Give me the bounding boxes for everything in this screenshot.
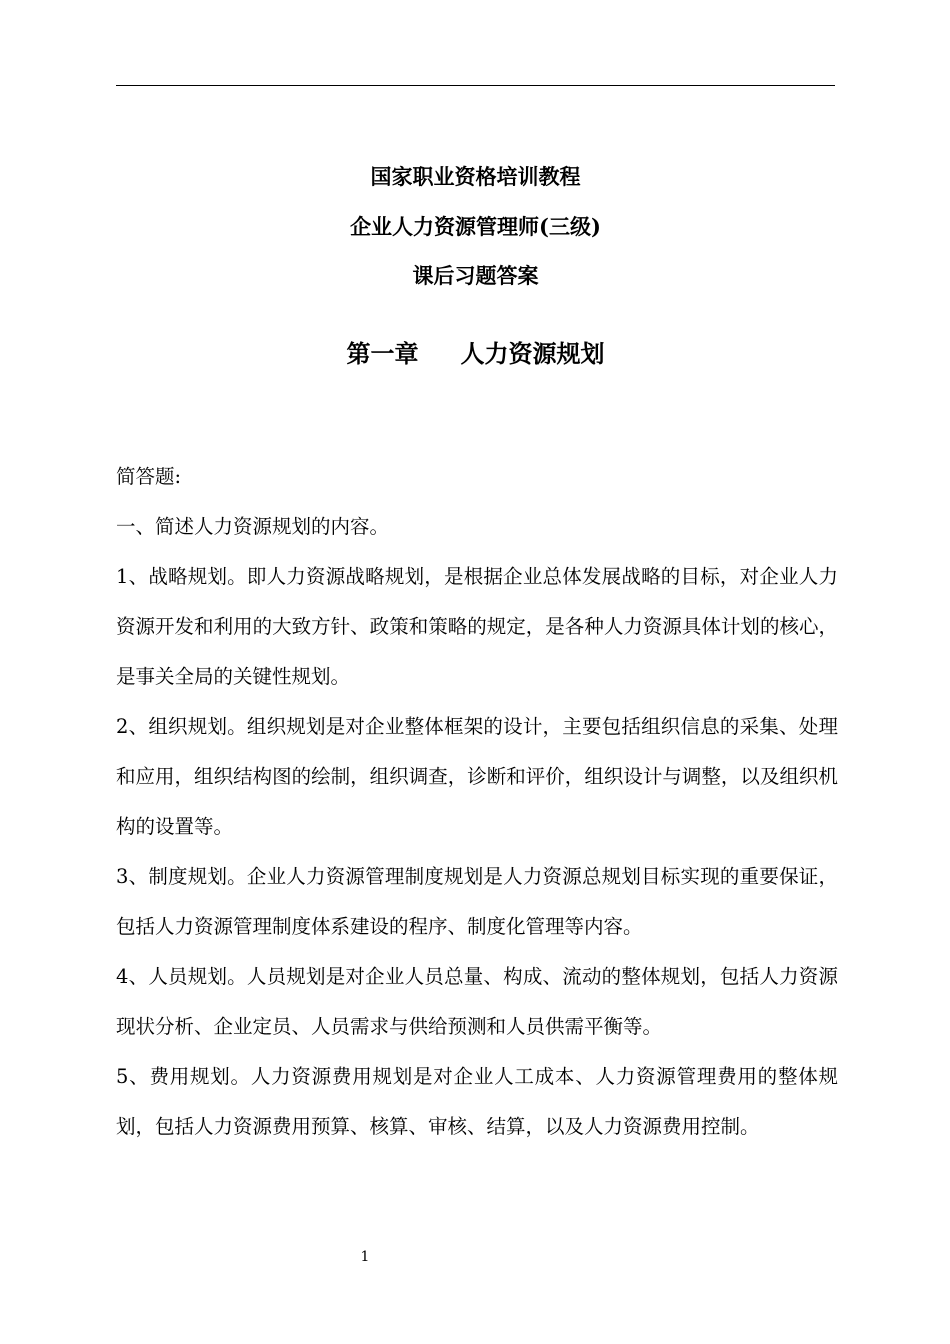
answer-paragraph: 2、组织规划。组织规划是对企业整体框架的设计，主要包括组织信息的采集、处理和应用，组织结构图的绘制，组织调查，诊断和评价，组织设计与调整，以及组织机构的设置等。 bbox=[116, 715, 838, 838]
chapter-number: 第一章 bbox=[346, 339, 419, 368]
chapter-name: 人力资源规划 bbox=[460, 339, 605, 368]
document-title-line-2: 企业人力资源管理师(三级) bbox=[350, 214, 601, 239]
answer-paragraph: 4、人员规划。人员规划是对企业人员总量、构成、流动的整体规划，包括人力资源现状分析、企业定员、人员需求与供给预测和人员供需平衡等。 bbox=[116, 965, 838, 1038]
answer-paragraph: 5、费用规划。人力资源费用规划是对企业人工成本、人力资源管理费用的整体规划，包括人力资源费用预算、核算、审核、结算，以及人力资源费用控制。 bbox=[116, 1065, 838, 1138]
document-title-line-3: 课后习题答案 bbox=[412, 263, 539, 288]
question-text: 一、简述人力资源规划的内容。 bbox=[116, 515, 390, 538]
answer-paragraph: 1、战略规划。即人力资源战略规划，是根据企业总体发展战略的目标，对企业人力资源开发和利用的大致方针、政策和策略的规定，是各种人力资源具体计划的核心，是事关全局的关键性规划。 bbox=[116, 565, 838, 688]
header-rule bbox=[116, 85, 835, 86]
answer-paragraph: 3、制度规划。企业人力资源管理制度规划是人力资源总规划目标实现的重要保证，包括人力资源管理制度体系建设的程序、制度化管理等内容。 bbox=[116, 865, 838, 938]
page-number: 1 bbox=[360, 1249, 370, 1265]
question-type-label: 简答题: bbox=[116, 465, 182, 488]
chapter-heading bbox=[116, 338, 835, 370]
body-text bbox=[116, 452, 838, 1152]
document-title-line-1: 国家职业资格培训教程 bbox=[370, 164, 581, 189]
